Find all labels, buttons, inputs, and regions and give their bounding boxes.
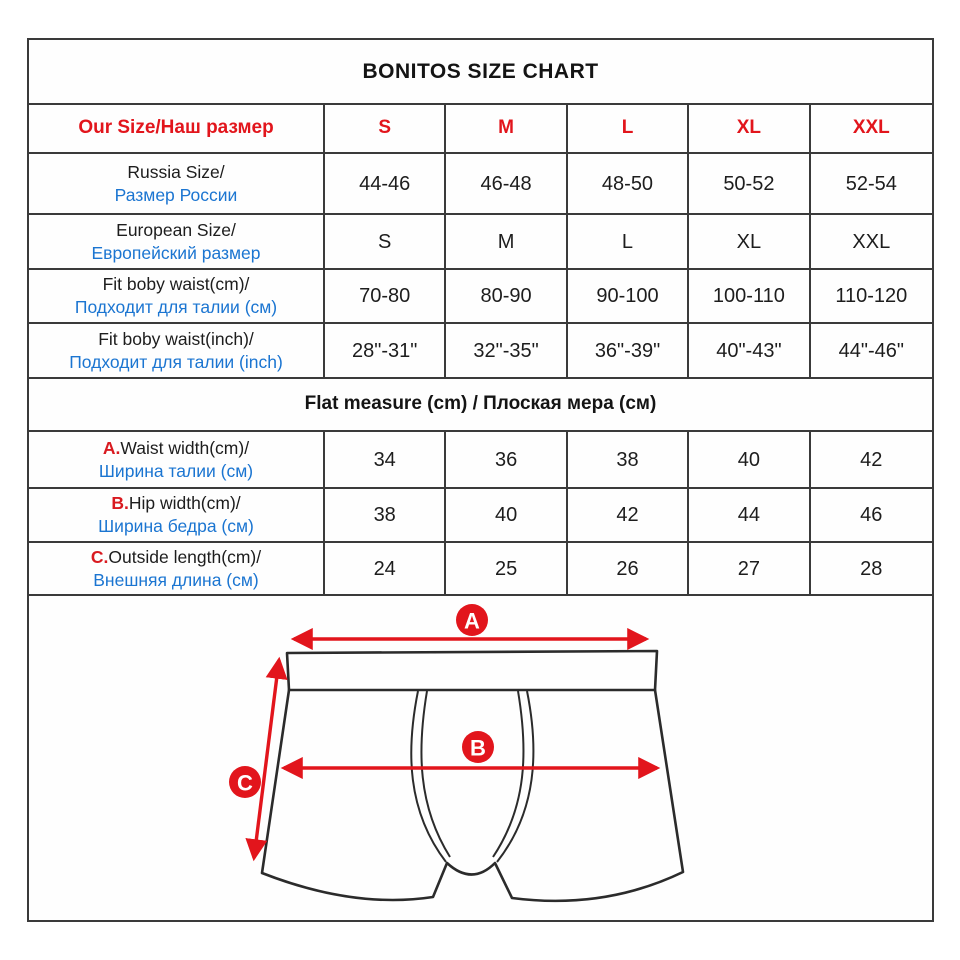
boxer-body-outline bbox=[262, 690, 683, 901]
badge-a-label: A bbox=[464, 608, 480, 634]
table-cell bbox=[568, 324, 689, 379]
prefix-a: A. bbox=[102, 437, 121, 458]
table-cell bbox=[325, 489, 446, 543]
hip-width-s: 38 bbox=[373, 504, 396, 526]
fit-inch-m: 32"-35" bbox=[473, 339, 539, 362]
table-cell bbox=[325, 543, 446, 596]
row-label-fit-waist-cm bbox=[29, 270, 325, 324]
table-cell bbox=[811, 324, 932, 379]
outside-length-ru: Внешняя длина (см) bbox=[93, 569, 259, 590]
outside-length-text: Outside length(cm)/ bbox=[108, 546, 262, 567]
header-our-size bbox=[29, 105, 325, 154]
outside-length-s: 24 bbox=[373, 557, 396, 580]
table-cell bbox=[325, 270, 446, 324]
fit-cm-s: 70-80 bbox=[359, 285, 411, 307]
boxer-waistband-outline bbox=[287, 651, 657, 690]
size-xl-label: XL bbox=[736, 117, 762, 139]
table-cell bbox=[811, 543, 932, 596]
outside-length-xl: 27 bbox=[737, 557, 761, 580]
hip-width-xxl: 46 bbox=[860, 504, 883, 526]
outside-length-m: 25 bbox=[494, 557, 518, 580]
russia-size-l: 48-50 bbox=[601, 172, 654, 195]
table-cell bbox=[689, 543, 810, 596]
boxer-briefs-diagram bbox=[29, 596, 932, 920]
table-cell bbox=[568, 489, 689, 543]
fit-inch-xl: 40"-43" bbox=[716, 339, 782, 362]
hip-width-m: 40 bbox=[494, 504, 518, 526]
size-xxl-label: XXL bbox=[852, 117, 890, 139]
fit-cm-xl: 100-110 bbox=[712, 285, 785, 307]
table-cell bbox=[568, 154, 689, 215]
pouch-seam-right-outer bbox=[497, 691, 533, 862]
table-cell bbox=[446, 324, 567, 379]
pouch-seam-left-outer bbox=[411, 691, 446, 862]
header-size-m bbox=[446, 105, 567, 154]
table-cell bbox=[811, 154, 932, 215]
size-s-label: S bbox=[378, 117, 392, 139]
euro-size-m: M bbox=[497, 230, 515, 253]
waist-width-m: 36 bbox=[494, 448, 518, 471]
header-our-size-label: Our Size/Наш размер bbox=[78, 117, 274, 139]
table-cell bbox=[325, 324, 446, 379]
russia-size-xl: 50-52 bbox=[723, 172, 775, 195]
pouch-seam-left-inner bbox=[421, 691, 450, 857]
table-cell bbox=[689, 154, 810, 215]
hip-width-ru: Ширина бедра (см) bbox=[98, 516, 254, 536]
european-size-en: European Size/ bbox=[116, 219, 236, 240]
table-cell bbox=[325, 154, 446, 215]
arrow-c-outside-length bbox=[254, 660, 279, 858]
hip-width-en bbox=[111, 492, 240, 515]
euro-size-s: S bbox=[378, 230, 392, 253]
fit-cm-l: 90-100 bbox=[596, 285, 659, 307]
table-cell bbox=[811, 270, 932, 324]
table-cell bbox=[568, 432, 689, 489]
euro-size-l: L bbox=[621, 230, 634, 253]
header-size-s bbox=[325, 105, 446, 154]
table-cell bbox=[689, 432, 810, 489]
waist-width-l: 38 bbox=[616, 448, 639, 471]
waist-width-text: Waist width(cm)/ bbox=[120, 437, 250, 458]
fit-waist-inch-en: Fit boby waist(inch)/ bbox=[98, 328, 254, 349]
russia-size-en: Russia Size/ bbox=[127, 161, 225, 182]
fit-waist-cm-en: Fit boby waist(cm)/ bbox=[102, 274, 250, 295]
fit-cm-m: 80-90 bbox=[480, 285, 532, 307]
euro-size-xxl: XXL bbox=[852, 230, 891, 253]
row-label-outside-length bbox=[29, 543, 325, 596]
row-label-european-size bbox=[29, 215, 325, 270]
table-cell bbox=[325, 215, 446, 270]
measurement-diagram bbox=[29, 596, 932, 920]
waist-width-en bbox=[103, 437, 249, 460]
header-size-xxl bbox=[811, 105, 932, 154]
badge-b-label: B bbox=[470, 735, 486, 761]
table-cell bbox=[446, 432, 567, 489]
european-size-ru: Европейский размер bbox=[91, 242, 261, 263]
table-cell bbox=[689, 215, 810, 270]
table-cell bbox=[811, 215, 932, 270]
row-label-waist-width bbox=[29, 432, 325, 489]
size-chart-table bbox=[27, 38, 934, 922]
table-cell bbox=[568, 270, 689, 324]
table-cell bbox=[689, 324, 810, 379]
hip-width-xl: 44 bbox=[737, 504, 761, 526]
fit-waist-inch-ru: Подходит для талии (inch) bbox=[69, 351, 283, 372]
prefix-c: C. bbox=[90, 546, 109, 567]
table-cell bbox=[811, 432, 932, 489]
table-cell bbox=[568, 215, 689, 270]
fit-cm-xxl: 110-120 bbox=[835, 285, 908, 307]
table-cell bbox=[446, 543, 567, 596]
size-m-label: M bbox=[498, 117, 514, 139]
badge-c-label: C bbox=[237, 770, 253, 796]
waist-width-xl: 40 bbox=[737, 448, 761, 471]
table-cell bbox=[689, 489, 810, 543]
table-cell bbox=[446, 489, 567, 543]
waist-width-s: 34 bbox=[373, 448, 396, 471]
flat-measure-title: Flat measure (cm) / Плоская мера (см) bbox=[304, 393, 657, 415]
outside-length-en bbox=[91, 546, 261, 569]
hip-width-text: Hip width(cm)/ bbox=[128, 493, 241, 514]
hip-width-l: 42 bbox=[616, 504, 639, 526]
fit-waist-cm-ru: Подходит для талии (см) bbox=[74, 297, 278, 317]
fit-inch-l: 36"-39" bbox=[594, 339, 661, 362]
header-size-xl bbox=[689, 105, 810, 154]
outside-length-l: 26 bbox=[616, 557, 639, 580]
chart-title-cell bbox=[29, 40, 932, 105]
table-cell bbox=[811, 489, 932, 543]
prefix-b: B. bbox=[111, 493, 129, 514]
row-label-russia-size bbox=[29, 154, 325, 215]
waist-width-xxl: 42 bbox=[860, 448, 883, 471]
table-cell bbox=[446, 215, 567, 270]
fit-inch-s: 28"-31" bbox=[352, 339, 418, 362]
table-cell bbox=[446, 154, 567, 215]
waist-width-ru: Ширина талии (см) bbox=[98, 460, 254, 481]
size-l-label: L bbox=[621, 117, 634, 139]
table-cell bbox=[325, 432, 446, 489]
row-label-hip-width bbox=[29, 489, 325, 543]
russia-size-xxl: 52-54 bbox=[845, 172, 897, 195]
row-label-fit-waist-inch bbox=[29, 324, 325, 379]
section-header-flat-measure bbox=[29, 379, 932, 432]
header-size-l bbox=[568, 105, 689, 154]
chart-title: BONITOS SIZE CHART bbox=[362, 59, 599, 83]
russia-size-s: 44-46 bbox=[359, 172, 411, 195]
euro-size-xl: XL bbox=[736, 230, 762, 253]
russia-size-ru: Размер России bbox=[114, 184, 238, 205]
outside-length-xxl: 28 bbox=[860, 557, 883, 580]
table-cell bbox=[689, 270, 810, 324]
fit-inch-xxl: 44"-46" bbox=[838, 339, 904, 362]
pouch-seam-right-inner bbox=[493, 691, 524, 857]
table-cell bbox=[446, 270, 567, 324]
russia-size-m: 46-48 bbox=[480, 172, 532, 195]
table-cell bbox=[568, 543, 689, 596]
